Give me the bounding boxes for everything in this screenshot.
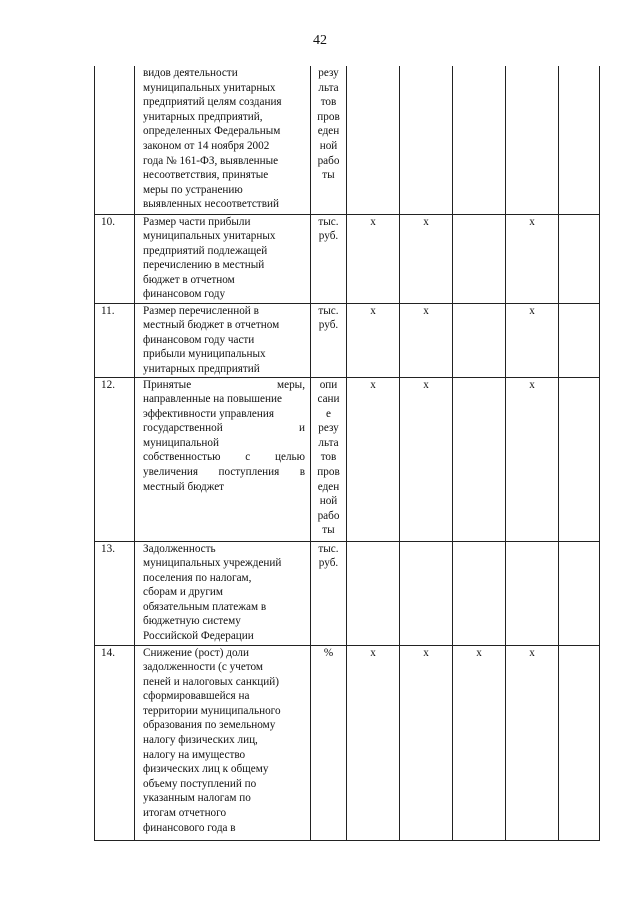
unit-line: руб.: [318, 230, 339, 243]
unit-line: ты: [322, 524, 335, 537]
indicator-name-line: государственной и: [143, 422, 305, 435]
unit-line: ной: [319, 139, 338, 152]
indicator-name-line: Снижение (рост) доли: [143, 646, 249, 659]
indicator-name: [135, 377, 311, 541]
indicator-name-line: бюджет в отчетном: [143, 273, 235, 286]
unit-line: льта: [318, 436, 339, 449]
indicator-name-line: несоответствия, принятые: [143, 169, 269, 182]
value-cell: x: [453, 645, 506, 840]
indicator-name: [135, 66, 311, 214]
value-cell: [400, 541, 453, 645]
value-cell: [453, 303, 506, 377]
indicator-name-line: выявленных несоответствий: [143, 198, 279, 211]
unit-line: пров: [317, 466, 340, 479]
value-cell: [559, 303, 600, 377]
value-cell: [559, 214, 600, 303]
unit-line: сани: [317, 393, 340, 406]
value-cell: [453, 214, 506, 303]
value-cell: [453, 541, 506, 645]
indicator-name-line: предприятий подлежащей: [143, 244, 268, 257]
table-body: [95, 66, 600, 840]
indicator-name-line: территории муниципального: [143, 704, 281, 717]
unit-of-measure: [311, 645, 347, 840]
indicator-name-line: местный бюджет в отчетном: [143, 319, 280, 332]
value-cell: x: [506, 214, 559, 303]
unit-line: тыс.: [318, 304, 339, 317]
unit-line: тыс.: [318, 215, 339, 228]
row-number: [95, 66, 135, 214]
value-cell: [347, 541, 400, 645]
value-cell: [559, 377, 600, 541]
unit-of-measure: [311, 377, 347, 541]
value-cell: [559, 541, 600, 645]
indicator-name-line: Принятые меры,: [143, 378, 305, 391]
indicator-name-line: унитарных предприятий: [143, 362, 260, 375]
indicator-name-line: Размер части прибыли: [143, 215, 251, 228]
indicator-name: [135, 541, 311, 645]
unit-line: тыс.: [318, 542, 339, 555]
value-cell: [506, 541, 559, 645]
table-row: [95, 303, 600, 377]
value-cell: [506, 66, 559, 214]
indicator-name-line: финансового года в: [143, 821, 236, 834]
indicator-name-line: бюджетную систему: [143, 615, 241, 628]
indicator-name-line: поселения по налогам,: [143, 571, 252, 584]
unit-line: рабо: [317, 509, 340, 522]
indicator-name-line: перечислению в местный: [143, 259, 265, 272]
value-cell: x: [347, 303, 400, 377]
indicator-name-line: налогу на имущество: [143, 748, 246, 761]
indicator-name-line: меры по устранению: [143, 183, 243, 196]
row-number: 12.: [95, 377, 135, 541]
indicator-name-line: определенных Федеральным: [143, 125, 281, 138]
indicator-name-line: предприятий целям создания: [143, 96, 282, 109]
value-cell: x: [400, 303, 453, 377]
indicator-name-line: муниципальных учреждений: [143, 557, 282, 570]
unit-line: %: [323, 646, 334, 659]
page-number: 42: [313, 33, 327, 48]
indicator-name-line: муниципальной: [143, 436, 219, 449]
indicator-name-line: увеличения поступления в: [143, 466, 305, 479]
value-cell: x: [400, 645, 453, 840]
row-number: 11.: [95, 303, 135, 377]
table-row: [95, 377, 600, 541]
value-cell: x: [400, 214, 453, 303]
unit-line: еден: [317, 480, 340, 493]
indicator-name-line: обязательным платежам в: [143, 600, 267, 613]
row-number: 10.: [95, 214, 135, 303]
unit-line: тов: [320, 96, 337, 109]
indicator-name-line: финансовом году части: [143, 333, 255, 346]
indicator-name: [135, 214, 311, 303]
value-cell: [559, 645, 600, 840]
indicator-name-line: местный бюджет: [143, 480, 225, 493]
value-cell: [400, 66, 453, 214]
unit-line: ты: [322, 169, 335, 182]
indicator-name-line: сборам и другим: [143, 586, 223, 599]
indicator-name-line: законом от 14 ноября 2002: [143, 139, 270, 152]
table-row: [95, 214, 600, 303]
value-cell: x: [347, 377, 400, 541]
indicator-name-line: собственностью с целью: [143, 451, 305, 464]
unit-line: опи: [319, 378, 338, 391]
indicator-name-line: года № 161-ФЗ, выявленные: [143, 154, 279, 167]
indicator-name-line: прибыли муниципальных: [143, 348, 266, 361]
unit-line: ной: [319, 495, 338, 508]
value-cell: [559, 66, 600, 214]
row-number: 13.: [95, 541, 135, 645]
value-cell: x: [506, 377, 559, 541]
indicator-name-line: сформировавшейся на: [143, 690, 250, 703]
indicator-name-line: итогам отчетного: [143, 807, 227, 820]
indicator-name-line: финансовом году: [143, 288, 226, 301]
unit-line: льта: [318, 81, 339, 94]
indicator-name-line: эффективности управления: [143, 407, 275, 420]
unit-line: е: [326, 407, 331, 420]
indicator-name-line: пеней и налоговых санкций): [143, 675, 279, 688]
value-cell: [453, 377, 506, 541]
indicator-name-line: муниципальных унитарных: [143, 230, 276, 243]
unit-line: резу: [318, 422, 339, 435]
indicator-name-line: Задолженность: [143, 542, 216, 555]
unit-of-measure: [311, 541, 347, 645]
unit-line: резу: [318, 67, 339, 79]
unit-of-measure: [311, 303, 347, 377]
unit-line: рабо: [317, 154, 340, 167]
indicator-name: [135, 303, 311, 377]
unit-of-measure: [311, 66, 347, 214]
unit-line: пров: [317, 110, 340, 123]
indicator-name-line: Российской Федерации: [143, 630, 254, 643]
indicator-name-line: унитарных предприятий,: [143, 110, 263, 123]
unit-line: руб.: [318, 557, 339, 570]
value-cell: [347, 66, 400, 214]
unit-of-measure: [311, 214, 347, 303]
indicator-name-line: физических лиц к общему: [143, 763, 269, 776]
indicator-name-line: объему поступлений по: [143, 777, 257, 790]
indicator-name: [135, 645, 311, 840]
unit-line: еден: [317, 125, 340, 138]
row-number: 14.: [95, 645, 135, 840]
unit-line: тов: [320, 451, 337, 464]
table-row: [95, 66, 600, 214]
indicator-name-line: муниципальных унитарных: [143, 81, 276, 94]
indicator-name-line: налогу физических лиц,: [143, 734, 258, 747]
table-row: [95, 541, 600, 645]
indicator-name-line: Размер перечисленной в: [143, 304, 259, 317]
table-row: [95, 645, 600, 840]
value-cell: x: [506, 645, 559, 840]
value-cell: x: [347, 645, 400, 840]
value-cell: x: [400, 377, 453, 541]
unit-line: руб.: [318, 319, 339, 332]
indicator-name-line: задолженности (с учетом: [143, 661, 264, 674]
value-cell: [453, 66, 506, 214]
indicator-name-line: образования по земельному: [143, 719, 276, 732]
indicator-name-line: видов деятельности: [143, 67, 238, 79]
indicator-name-line: направленные на повышение: [143, 393, 282, 406]
indicator-name-line: указанным налогам по: [143, 792, 251, 805]
value-cell: x: [506, 303, 559, 377]
indicators-table: [94, 66, 600, 841]
value-cell: x: [347, 214, 400, 303]
